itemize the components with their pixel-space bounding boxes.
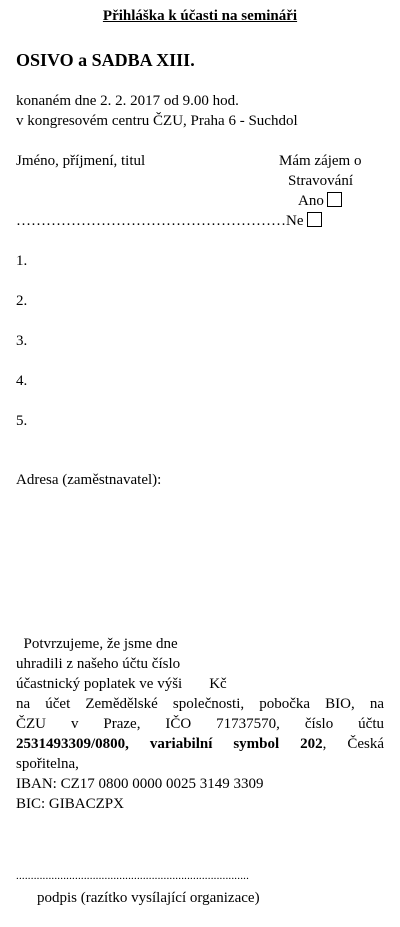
payment-line: uhradili z našeho účtu číslo xyxy=(16,656,181,672)
bank-name: , Česká xyxy=(322,736,384,752)
signature-label: podpis (razítko vysílající organizace) xyxy=(37,890,260,906)
iban-line: IBAN: CZ17 0800 0000 0025 3149 3309 xyxy=(16,776,264,792)
event-date-line: konaném dne 2. 2. 2017 od 9.00 hod. xyxy=(16,93,239,109)
payment-confirmation xyxy=(16,634,384,814)
payment-line: Potvrzujeme, že jsme dne xyxy=(16,636,178,652)
interest-header: Mám zájem o xyxy=(279,153,362,169)
payment-amount-line xyxy=(16,674,384,694)
catering-no-option xyxy=(16,211,322,231)
participant-row[interactable]: 1. xyxy=(16,253,28,269)
form-title: Přihláška k účasti na semináři xyxy=(102,8,298,24)
participant-row[interactable]: 4. xyxy=(16,373,28,389)
catering-yes-option xyxy=(298,191,342,211)
event-venue-line: v kongresovém centru ČZU, Praha 6 - Suchdol xyxy=(16,113,298,129)
payment-line: ČZU v Praze, IČO 71737570, číslo účtu xyxy=(16,716,384,732)
name-dotted-line: ……………………………………………… xyxy=(16,213,286,229)
no-label: Ne xyxy=(286,213,304,229)
no-checkbox[interactable] xyxy=(307,212,322,227)
event-name: OSIVO a SADBA XIII. xyxy=(16,50,195,70)
amount-text: účastnický poplatek ve výši xyxy=(16,676,183,692)
participant-row[interactable]: 5. xyxy=(16,413,28,429)
yes-label: Ano xyxy=(298,193,324,209)
payment-line: na účet Zemědělské společnosti, pobočka BIO, na xyxy=(16,696,384,712)
address-label: Adresa (zaměstnavatel): xyxy=(16,472,162,488)
currency-label: Kč xyxy=(209,676,227,692)
payment-line: spořitelna, xyxy=(16,756,79,772)
participant-row[interactable]: 2. xyxy=(16,293,28,309)
name-column-header: Jméno, příjmení, titul xyxy=(16,153,146,169)
participant-row[interactable]: 3. xyxy=(16,333,28,349)
signature-dotted-line: ............................................................................... xyxy=(16,870,250,882)
account-line xyxy=(16,734,384,754)
account-number: 2531493309/0800, variabilní symbol 202 xyxy=(16,736,323,752)
bic-line: BIC: GIBACZPX xyxy=(16,796,124,812)
catering-label: Stravování xyxy=(288,173,353,189)
yes-checkbox[interactable] xyxy=(327,192,342,207)
